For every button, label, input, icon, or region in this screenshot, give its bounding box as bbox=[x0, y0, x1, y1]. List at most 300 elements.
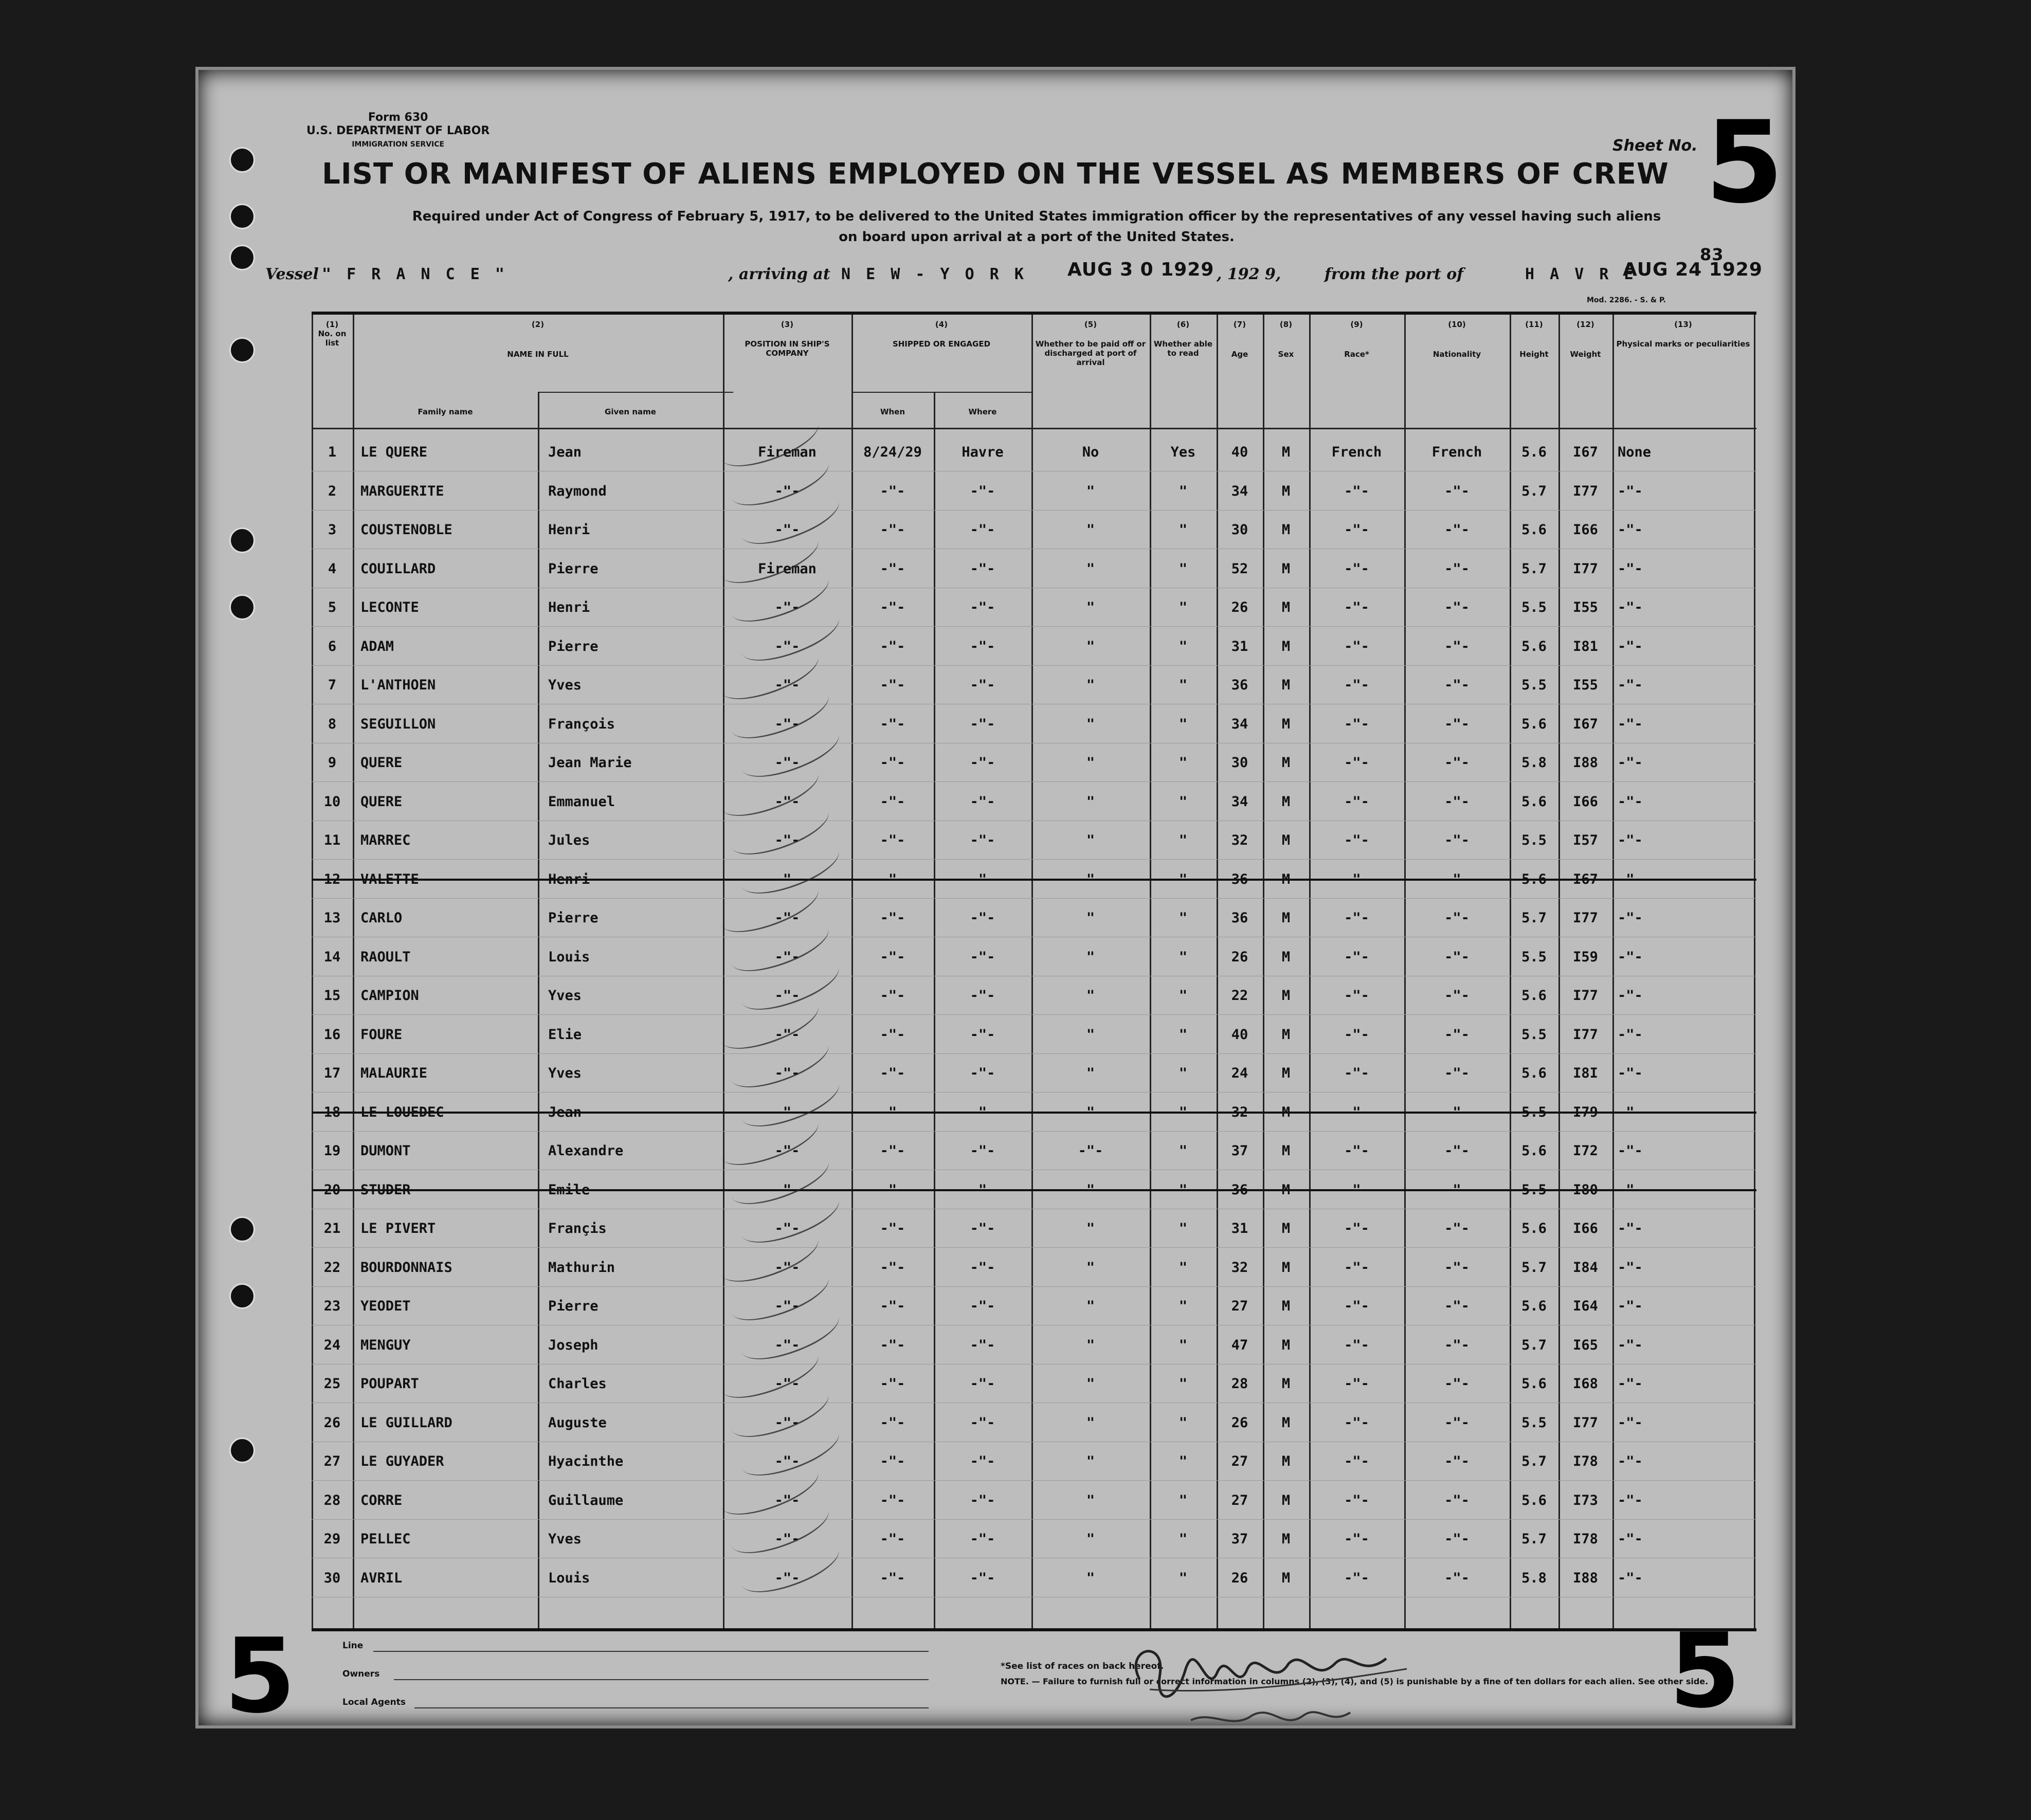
header-no: (1) No. on list bbox=[318, 320, 347, 348]
cell-sex: M bbox=[1281, 599, 1291, 615]
cell-paid: " bbox=[1086, 1065, 1095, 1081]
cell-sex: M bbox=[1281, 522, 1291, 538]
cell-given: François bbox=[548, 716, 615, 732]
cell-height: 5.6 bbox=[1521, 793, 1547, 810]
cell-weight: I77 bbox=[1573, 1026, 1598, 1043]
cell-nationality: -"- bbox=[1444, 1026, 1470, 1043]
cell-marks: -"- bbox=[1618, 638, 1643, 654]
arrival-port: N E W - Y O R K bbox=[841, 265, 1027, 283]
header-able-to-read: (6) Whether able to read bbox=[1153, 320, 1213, 358]
cell-height: 5.5 bbox=[1521, 832, 1547, 848]
cell-given: Yves bbox=[548, 988, 582, 1004]
cell-no: 25 bbox=[323, 1376, 341, 1392]
cell-height: 5.6 bbox=[1521, 1065, 1547, 1081]
cell-family: MARREC bbox=[360, 832, 411, 848]
cell-family: LECONTE bbox=[360, 599, 419, 615]
cell-read: " bbox=[1178, 483, 1188, 499]
cell-nationality: -"- bbox=[1444, 638, 1470, 654]
cell-family: BOURDONNAIS bbox=[360, 1259, 452, 1276]
cell-no: 6 bbox=[328, 638, 337, 654]
stamp-number: 83 bbox=[1700, 245, 1724, 264]
cell-weight: I77 bbox=[1573, 560, 1598, 577]
cell-read: " bbox=[1178, 1298, 1188, 1314]
cell-race: -"- bbox=[1344, 599, 1369, 615]
cell-age: 26 bbox=[1231, 599, 1248, 615]
cell-no: 4 bbox=[328, 560, 337, 577]
cell-marks: -"- bbox=[1618, 522, 1643, 538]
cell-when: -"- bbox=[880, 1104, 905, 1120]
cell-marks: -"- bbox=[1618, 755, 1643, 771]
cell-nationality: -"- bbox=[1444, 1259, 1470, 1276]
cell-family: COUILLARD bbox=[360, 560, 436, 577]
cell-marks: -"- bbox=[1618, 1181, 1643, 1198]
cell-race: -"- bbox=[1344, 1065, 1369, 1081]
cell-family: LE PIVERT bbox=[360, 1221, 436, 1236]
cell-sex: M bbox=[1281, 755, 1291, 771]
cell-position: Fireman bbox=[758, 560, 817, 577]
cell-sex: M bbox=[1281, 871, 1291, 887]
cell-position: -"- bbox=[774, 677, 800, 693]
cell-family: QUERE bbox=[360, 755, 403, 771]
cell-when: -"- bbox=[880, 1026, 905, 1043]
cell-where: -"- bbox=[970, 1531, 995, 1547]
cell-sex: M bbox=[1281, 1143, 1291, 1159]
cell-read: " bbox=[1178, 949, 1188, 965]
cell-position: -"- bbox=[774, 1570, 800, 1586]
cell-read: " bbox=[1178, 1026, 1188, 1043]
cell-nationality: -"- bbox=[1444, 1414, 1470, 1431]
cell-weight: I67 bbox=[1573, 716, 1598, 732]
cell-marks: -"- bbox=[1618, 910, 1643, 926]
cell-height: 5.7 bbox=[1521, 560, 1547, 577]
cell-no: 28 bbox=[323, 1492, 341, 1508]
cell-height: 5.7 bbox=[1521, 1337, 1547, 1353]
cell-race: -"- bbox=[1344, 1298, 1369, 1314]
table-row bbox=[312, 938, 1756, 976]
header-weight: (12) Weight bbox=[1570, 320, 1601, 359]
cell-height: 5.8 bbox=[1521, 1570, 1547, 1586]
cell-no: 18 bbox=[323, 1104, 341, 1120]
cell-age: 40 bbox=[1231, 444, 1248, 460]
cell-age: 52 bbox=[1231, 560, 1248, 577]
cell-weight: I65 bbox=[1573, 1337, 1598, 1353]
cell-weight: I67 bbox=[1573, 871, 1598, 887]
cell-marks: -"- bbox=[1618, 560, 1643, 577]
footer-sheet-number-left: 5 bbox=[224, 1616, 296, 1736]
cell-given: Pierre bbox=[548, 1298, 599, 1314]
cell-weight: I77 bbox=[1573, 1414, 1598, 1431]
cell-height: 5.5 bbox=[1521, 949, 1547, 965]
cell-marks: -"- bbox=[1618, 832, 1643, 848]
cell-read: " bbox=[1178, 1376, 1188, 1392]
form-number: Form 630 bbox=[368, 111, 428, 124]
cell-nationality: -"- bbox=[1444, 1453, 1470, 1469]
header-position: (3) POSITION IN SHIP'S COMPANY bbox=[745, 320, 830, 358]
cell-no: 15 bbox=[323, 988, 341, 1004]
header-where: Where bbox=[968, 407, 997, 416]
cell-age: 31 bbox=[1231, 1221, 1248, 1236]
cell-paid: " bbox=[1086, 871, 1095, 887]
cell-given: Pierre bbox=[548, 638, 599, 654]
cell-age: 36 bbox=[1231, 677, 1248, 693]
cell-nationality: -"- bbox=[1444, 793, 1470, 810]
cell-weight: I77 bbox=[1573, 910, 1598, 926]
table-row bbox=[312, 1093, 1756, 1132]
cell-race: French bbox=[1331, 444, 1382, 460]
cell-sex: M bbox=[1281, 1181, 1291, 1198]
cell-position: -"- bbox=[774, 1181, 800, 1198]
cell-paid: " bbox=[1086, 522, 1095, 538]
cell-marks: -"- bbox=[1618, 1143, 1643, 1159]
table-row bbox=[312, 1015, 1756, 1054]
cell-nationality: -"- bbox=[1444, 1143, 1470, 1159]
cell-where: -"- bbox=[970, 599, 995, 615]
strike-through-line bbox=[312, 879, 1756, 881]
cell-weight: I77 bbox=[1573, 483, 1598, 499]
penalty-note: NOTE. — Failure to furnish full or correct information in columns (2), (3), (4), and (5) is punishable by a fine of ten dollars for each alien. See other side. bbox=[1001, 1677, 1709, 1686]
cell-position: -"- bbox=[774, 793, 800, 810]
cell-read: " bbox=[1178, 1453, 1188, 1469]
cell-weight: I84 bbox=[1573, 1259, 1598, 1276]
header-divider bbox=[312, 428, 1756, 429]
cell-sex: M bbox=[1281, 910, 1291, 926]
cell-marks: -"- bbox=[1618, 1337, 1643, 1353]
binder-hole bbox=[229, 527, 255, 553]
cell-given: Pierre bbox=[548, 560, 599, 577]
cell-paid: " bbox=[1086, 1221, 1095, 1236]
cell-given: Yves bbox=[548, 1531, 582, 1547]
cell-sex: M bbox=[1281, 1376, 1291, 1392]
cell-age: 34 bbox=[1231, 716, 1248, 732]
cell-age: 27 bbox=[1231, 1298, 1248, 1314]
cell-height: 5.5 bbox=[1521, 1414, 1547, 1431]
cell-where: -"- bbox=[970, 1104, 995, 1120]
cell-marks: -"- bbox=[1618, 793, 1643, 810]
cell-when: -"- bbox=[880, 988, 905, 1004]
cell-position: -"- bbox=[774, 1453, 800, 1469]
cell-age: 28 bbox=[1231, 1376, 1248, 1392]
cell-race: -"- bbox=[1344, 1453, 1369, 1469]
cell-paid: " bbox=[1086, 1026, 1095, 1043]
cell-when: -"- bbox=[880, 1181, 905, 1198]
cell-sex: M bbox=[1281, 1337, 1291, 1353]
cell-age: 37 bbox=[1231, 1143, 1248, 1159]
cell-race: -"- bbox=[1344, 522, 1369, 538]
cell-weight: I88 bbox=[1573, 755, 1598, 771]
cell-height: 5.8 bbox=[1521, 755, 1547, 771]
cell-marks: -"- bbox=[1618, 1104, 1643, 1120]
cell-sex: M bbox=[1281, 1104, 1291, 1120]
table-row bbox=[312, 743, 1756, 782]
cell-family: DUMONT bbox=[360, 1143, 411, 1159]
cell-when: 8/24/29 bbox=[863, 444, 922, 460]
table-row bbox=[312, 899, 1756, 937]
cell-when: -"- bbox=[880, 1492, 905, 1508]
cell-no: 21 bbox=[323, 1221, 341, 1236]
cell-nationality: -"- bbox=[1444, 1181, 1470, 1198]
table-row bbox=[312, 472, 1756, 511]
cell-weight: I79 bbox=[1573, 1104, 1598, 1120]
cell-read: " bbox=[1178, 1337, 1188, 1353]
cell-nationality: -"- bbox=[1444, 677, 1470, 693]
cell-age: 22 bbox=[1231, 988, 1248, 1004]
cell-height: 5.6 bbox=[1521, 1492, 1547, 1508]
cell-nationality: -"- bbox=[1444, 755, 1470, 771]
header-sex: (8) Sex bbox=[1278, 320, 1294, 359]
cell-where: -"- bbox=[970, 1376, 995, 1392]
binder-hole bbox=[229, 1216, 255, 1242]
cell-where: Havre bbox=[962, 444, 1004, 460]
cell-where: -"- bbox=[970, 522, 995, 538]
cell-read: " bbox=[1178, 1065, 1188, 1081]
cell-where: -"- bbox=[970, 638, 995, 654]
line-label: Line bbox=[342, 1641, 364, 1651]
cell-where: -"- bbox=[970, 1026, 995, 1043]
local-agents-field bbox=[414, 1707, 929, 1708]
cell-age: 32 bbox=[1231, 1259, 1248, 1276]
cell-age: 32 bbox=[1231, 1104, 1248, 1120]
cell-height: 5.6 bbox=[1521, 638, 1547, 654]
cell-family: CARLO bbox=[360, 910, 403, 926]
cell-paid: No bbox=[1082, 444, 1099, 460]
table-row bbox=[312, 1404, 1756, 1442]
cell-race: -"- bbox=[1344, 716, 1369, 732]
cell-sex: M bbox=[1281, 949, 1291, 965]
cell-no: 12 bbox=[323, 871, 341, 887]
cell-race: -"- bbox=[1344, 677, 1369, 693]
cell-read: " bbox=[1178, 910, 1188, 926]
cell-family: FOURE bbox=[360, 1026, 403, 1043]
cell-age: 32 bbox=[1231, 832, 1248, 848]
cell-given: Louis bbox=[548, 1570, 590, 1586]
cell-height: 5.5 bbox=[1521, 1026, 1547, 1043]
cell-race: -"- bbox=[1344, 1376, 1369, 1392]
cell-race: -"- bbox=[1344, 755, 1369, 771]
header-family-name: Family name bbox=[418, 407, 473, 416]
cell-race: -"- bbox=[1344, 871, 1369, 887]
local-agents-label: Local Agents bbox=[342, 1697, 406, 1707]
cell-age: 24 bbox=[1231, 1065, 1248, 1081]
cell-paid: " bbox=[1086, 755, 1095, 771]
cell-height: 5.5 bbox=[1521, 599, 1547, 615]
cell-race: -"- bbox=[1344, 638, 1369, 654]
cell-given: Henri bbox=[548, 522, 590, 538]
cell-sex: M bbox=[1281, 1259, 1291, 1276]
table-row bbox=[312, 1520, 1756, 1558]
cell-read: " bbox=[1178, 1221, 1188, 1236]
cell-nationality: -"- bbox=[1444, 560, 1470, 577]
cell-sex: M bbox=[1281, 1492, 1291, 1508]
cell-paid: " bbox=[1086, 1570, 1095, 1586]
cell-where: -"- bbox=[970, 832, 995, 848]
cell-family: POUPART bbox=[360, 1376, 419, 1392]
cell-nationality: -"- bbox=[1444, 1104, 1470, 1120]
cell-age: 47 bbox=[1231, 1337, 1248, 1353]
cell-sex: M bbox=[1281, 1453, 1291, 1469]
cell-family: AVRIL bbox=[360, 1570, 403, 1586]
table-row bbox=[312, 550, 1756, 588]
cell-no: 20 bbox=[323, 1181, 341, 1198]
cell-nationality: -"- bbox=[1444, 522, 1470, 538]
cell-nationality: -"- bbox=[1444, 483, 1470, 499]
cell-position: -"- bbox=[774, 1104, 800, 1120]
cell-weight: I68 bbox=[1573, 1376, 1598, 1392]
cell-paid: " bbox=[1086, 1181, 1095, 1198]
cell-nationality: -"- bbox=[1444, 1337, 1470, 1353]
cell-family: LE QUERE bbox=[360, 444, 428, 460]
cell-paid: " bbox=[1086, 716, 1095, 732]
cell-no: 8 bbox=[328, 716, 337, 732]
line-field bbox=[373, 1651, 929, 1652]
cell-height: 5.6 bbox=[1521, 1298, 1547, 1314]
department-name: U.S. DEPARTMENT OF LABOR bbox=[306, 124, 490, 137]
cell-given: Jean bbox=[548, 444, 582, 460]
cell-no: 26 bbox=[323, 1414, 341, 1431]
cell-no: 22 bbox=[323, 1259, 341, 1276]
cell-position: -"- bbox=[774, 1337, 800, 1353]
cell-nationality: -"- bbox=[1444, 1531, 1470, 1547]
service-name: IMMIGRATION SERVICE bbox=[352, 140, 445, 149]
cell-sex: M bbox=[1281, 1221, 1291, 1236]
cell-given: Joseph bbox=[548, 1337, 599, 1353]
header-name: (2) NAME IN FULL bbox=[507, 320, 569, 359]
cell-nationality: -"- bbox=[1444, 871, 1470, 887]
header-age: (7) Age bbox=[1231, 320, 1248, 359]
cell-height: 5.6 bbox=[1521, 1221, 1547, 1236]
cell-marks: -"- bbox=[1618, 1414, 1643, 1431]
cell-paid: " bbox=[1086, 599, 1095, 615]
mod-line: Mod. 2286. - S. & P. bbox=[1587, 296, 1666, 304]
cell-given: Yves bbox=[548, 677, 582, 693]
cell-sex: M bbox=[1281, 1065, 1291, 1081]
cell-marks: -"- bbox=[1618, 871, 1643, 887]
cell-nationality: -"- bbox=[1444, 910, 1470, 926]
vessel-label: Vessel bbox=[265, 265, 319, 283]
header-nationality: (10) Nationality bbox=[1432, 320, 1481, 359]
binder-hole bbox=[229, 594, 255, 620]
cell-when: -"- bbox=[880, 910, 905, 926]
header-physical-marks: (13) Physical marks or peculiarities bbox=[1616, 320, 1750, 349]
cell-when: -"- bbox=[880, 1143, 905, 1159]
vessel-name: " F R A N C E " bbox=[322, 265, 507, 283]
binder-hole bbox=[229, 1283, 255, 1309]
cell-position: -"- bbox=[774, 716, 800, 732]
cell-race: -"- bbox=[1344, 1026, 1369, 1043]
cell-paid: " bbox=[1086, 988, 1095, 1004]
cell-race: -"- bbox=[1344, 1492, 1369, 1508]
cell-marks: -"- bbox=[1618, 677, 1643, 693]
cell-family: LE LOUEDEC bbox=[360, 1104, 444, 1120]
cell-height: 5.6 bbox=[1521, 988, 1547, 1004]
arriving-label: , arriving at bbox=[728, 265, 830, 283]
binder-hole bbox=[229, 337, 255, 363]
cell-family: COUSTENOBLE bbox=[360, 522, 452, 538]
cell-family: MENGUY bbox=[360, 1337, 411, 1353]
cell-race: -"- bbox=[1344, 988, 1369, 1004]
cell-marks: -"- bbox=[1618, 1298, 1643, 1314]
cell-position: -"- bbox=[774, 1065, 800, 1081]
cell-no: 23 bbox=[323, 1298, 341, 1314]
cell-read: " bbox=[1178, 1259, 1188, 1276]
cell-no: 3 bbox=[328, 522, 337, 538]
cell-no: 16 bbox=[323, 1026, 341, 1043]
cell-no: 5 bbox=[328, 599, 337, 615]
owners-field bbox=[394, 1679, 929, 1680]
table-row bbox=[312, 1209, 1756, 1248]
cell-read: " bbox=[1178, 1104, 1188, 1120]
cell-age: 26 bbox=[1231, 1414, 1248, 1431]
cell-given: Henri bbox=[548, 871, 590, 887]
cell-weight: I66 bbox=[1573, 1221, 1598, 1236]
table-row bbox=[312, 1171, 1756, 1209]
cell-when: -"- bbox=[880, 832, 905, 848]
cell-age: 36 bbox=[1231, 1181, 1248, 1198]
header-given-name: Given name bbox=[605, 407, 656, 416]
cell-family: RAOULT bbox=[360, 949, 411, 965]
cell-marks: None bbox=[1618, 444, 1652, 460]
cell-read: " bbox=[1178, 1531, 1188, 1547]
cell-when: -"- bbox=[880, 1337, 905, 1353]
cell-when: -"- bbox=[880, 560, 905, 577]
cell-when: -"- bbox=[880, 1531, 905, 1547]
cell-race: -"- bbox=[1344, 1414, 1369, 1431]
owners-label: Owners bbox=[342, 1669, 380, 1679]
cell-where: -"- bbox=[970, 988, 995, 1004]
table-row bbox=[312, 627, 1756, 666]
cell-where: -"- bbox=[970, 1492, 995, 1508]
cell-paid: " bbox=[1086, 793, 1095, 810]
cell-position: -"- bbox=[774, 1414, 800, 1431]
cell-where: -"- bbox=[970, 1570, 995, 1586]
cell-position: Fireman bbox=[758, 444, 817, 460]
race-note: *See list of races on back hereof. bbox=[1001, 1661, 1164, 1671]
cell-race: -"- bbox=[1344, 1221, 1369, 1236]
cell-nationality: -"- bbox=[1444, 716, 1470, 732]
cell-age: 27 bbox=[1231, 1492, 1248, 1508]
cell-family: ADAM bbox=[360, 638, 394, 654]
cell-given: Louis bbox=[548, 949, 590, 965]
binder-hole bbox=[229, 245, 255, 270]
cell-position: -"- bbox=[774, 910, 800, 926]
cell-read: Yes bbox=[1170, 444, 1196, 460]
cell-no: 24 bbox=[323, 1337, 341, 1353]
cell-position: -"- bbox=[774, 1221, 800, 1236]
cell-marks: -"- bbox=[1618, 1531, 1643, 1547]
cell-age: 34 bbox=[1231, 793, 1248, 810]
cell-height: 5.6 bbox=[1521, 444, 1547, 460]
cell-paid: " bbox=[1086, 677, 1095, 693]
table-row bbox=[312, 1559, 1756, 1597]
cell-paid: " bbox=[1086, 1376, 1095, 1392]
cell-weight: I66 bbox=[1573, 522, 1598, 538]
strike-through-line bbox=[312, 1112, 1756, 1114]
cell-read: " bbox=[1178, 677, 1188, 693]
cell-where: -"- bbox=[970, 1221, 995, 1236]
cell-race: -"- bbox=[1344, 949, 1369, 965]
table-row bbox=[312, 821, 1756, 860]
cell-nationality: -"- bbox=[1444, 599, 1470, 615]
cell-no: 17 bbox=[323, 1065, 341, 1081]
cell-position: -"- bbox=[774, 599, 800, 615]
cell-when: -"- bbox=[880, 599, 905, 615]
table-row bbox=[312, 976, 1756, 1015]
cell-where: -"- bbox=[970, 1181, 995, 1198]
cell-sex: M bbox=[1281, 832, 1291, 848]
cell-age: 40 bbox=[1231, 1026, 1248, 1043]
cell-marks: -"- bbox=[1618, 1065, 1643, 1081]
cell-sex: M bbox=[1281, 1298, 1291, 1314]
cell-age: 37 bbox=[1231, 1531, 1248, 1547]
